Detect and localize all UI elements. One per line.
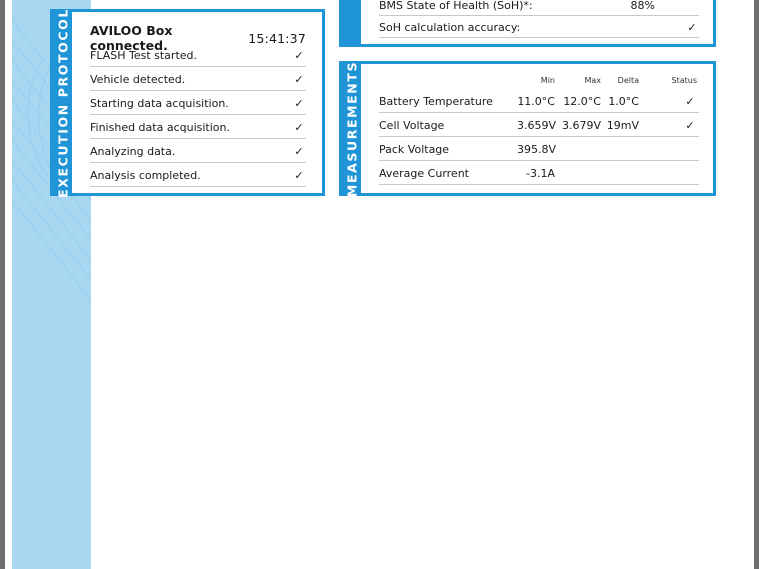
execution-step [90,163,306,187]
report-page [5,0,754,569]
execution-step [90,67,306,91]
measurement-min: 395.8V [517,143,557,156]
column-header-delta: Delta [617,76,639,85]
connection-title: AVILOO Box connected. [90,23,173,53]
measurement-name: Battery Temperature [379,95,493,108]
check-icon: ✓ [294,73,304,86]
soh-card-tab [342,0,361,44]
table-row [379,161,699,185]
execution-protocol-tab [53,7,72,198]
measurements-tab [342,60,361,197]
execution-protocol-title: EXECUTION PROTOCOL [55,7,70,198]
measurement-max: 12.0°C [563,95,601,108]
measurement-name: Pack Voltage [379,143,450,156]
check-icon: ✓ [294,145,304,158]
check-icon: ✓ [294,49,304,62]
column-header-status: Status [671,76,697,85]
execution-steps-list [90,43,306,187]
measurement-delta: 19mV [606,119,639,132]
soh-row-bms [379,0,699,16]
step-label: FLASH Test started. [90,49,198,62]
measurements-card [339,61,716,196]
table-row [379,113,699,137]
step-label: Analysis completed. [90,169,201,182]
measurements-header-row [379,72,699,89]
measurement-min: -3.1A [526,167,555,180]
column-header-max: Max [584,76,601,85]
measurements-table [379,72,699,185]
execution-step [90,139,306,163]
check-icon: ✓ [687,21,697,34]
soh-row-accuracy [379,16,699,38]
table-row [379,89,699,113]
connection-time: 15:41:37 [248,30,306,46]
execution-step [90,115,306,139]
soh-row-label: BMS State of Health (SoH)*: [379,0,533,12]
execution-protocol-card [50,9,325,196]
measurement-delta: 1.0°C [608,95,639,108]
measurements-title: MEASUREMENTS [344,60,359,197]
soh-row-value: 88% [630,0,655,12]
check-icon: ✓ [294,121,304,134]
measurement-name: Cell Voltage [379,119,445,132]
check-icon: ✓ [294,97,304,110]
table-row [379,137,699,161]
check-icon: ✓ [685,119,695,132]
column-header-min: Min [540,76,555,85]
soh-row-label: SoH calculation accuracy: [379,21,521,34]
check-icon: ✓ [685,95,695,108]
step-label: Analyzing data. [90,145,176,158]
step-label: Starting data acquisition. [90,97,229,110]
state-of-health-card [339,0,716,47]
measurement-min: 3.659V [517,119,557,132]
measurement-name: Average Current [379,167,469,180]
step-label: Vehicle detected. [90,73,186,86]
execution-step [90,91,306,115]
measurement-max: 3.679V [561,119,601,132]
check-icon: ✓ [294,169,304,182]
execution-step [90,43,306,67]
measurement-min: 11.0°C [517,95,555,108]
step-label: Finished data acquisition. [90,121,230,134]
